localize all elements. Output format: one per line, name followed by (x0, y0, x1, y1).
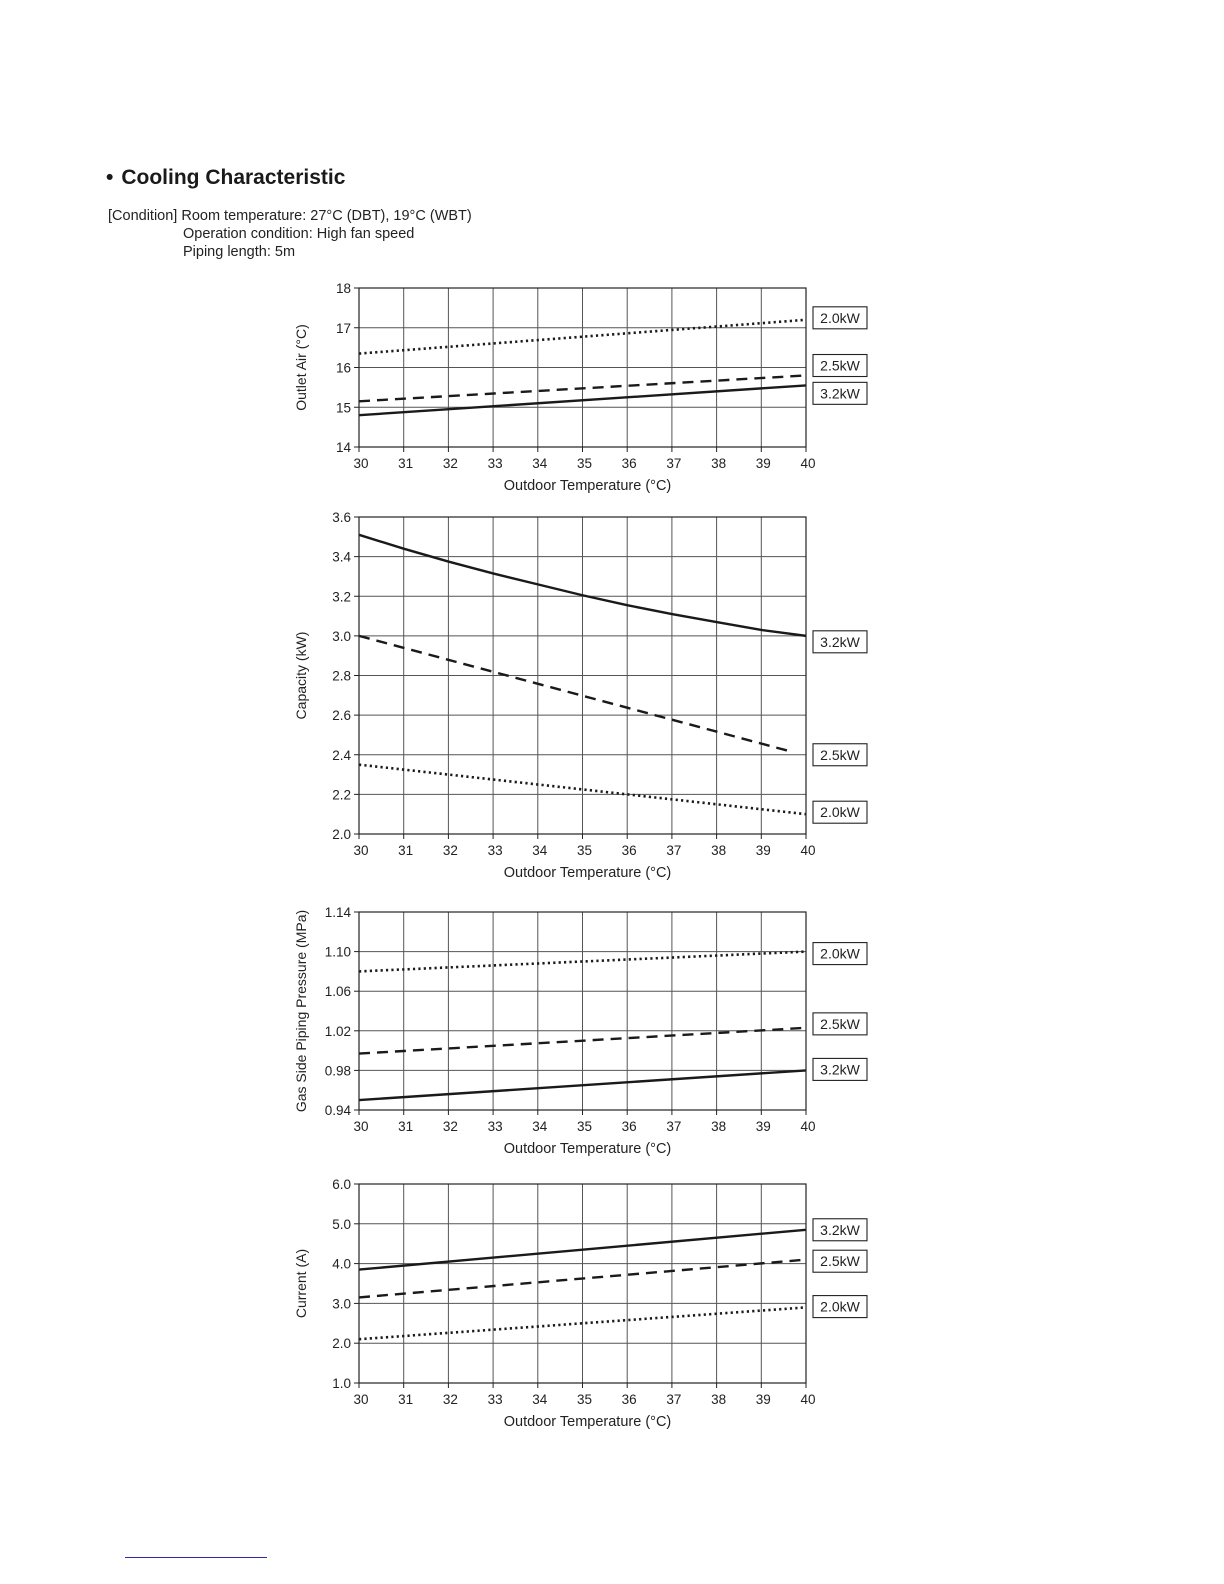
legend-label: 3.2kW (820, 1061, 860, 1078)
x-tick-label: 34 (532, 1119, 548, 1134)
chart-grid (359, 517, 806, 834)
y-axis-label: Outlet Air (°C) (293, 324, 309, 411)
x-tick-label: 39 (755, 843, 771, 858)
x-tick-label: 36 (621, 1119, 637, 1134)
x-tick-label: 38 (711, 456, 727, 471)
x-tick-label: 30 (353, 843, 369, 858)
y-tick-label: 2.6 (332, 708, 351, 724)
x-axis-label: Outdoor Temperature (°C) (503, 1141, 672, 1157)
x-tick-label: 34 (532, 843, 548, 858)
x-tick-label: 40 (800, 456, 816, 471)
y-tick-label: 16 (335, 360, 351, 376)
y-axis-label: Capacity (kW) (293, 631, 309, 720)
x-tick-label: 30 (353, 456, 369, 471)
y-tick-label: 1.02 (324, 1023, 351, 1039)
footer-rule (125, 1557, 267, 1558)
x-tick-label: 32 (442, 1119, 458, 1134)
x-axis-label: Outdoor Temperature (°C) (503, 865, 672, 881)
y-tick-label: 3.0 (332, 1296, 351, 1312)
chart-2 (293, 510, 867, 881)
y-tick-label: 3.0 (332, 628, 351, 644)
condition-line-3: Piping length: 5m (183, 244, 296, 260)
x-tick-label: 36 (621, 1392, 637, 1407)
x-tick-label: 30 (353, 1392, 369, 1407)
y-tick-label: 18 (335, 281, 351, 296)
y-tick-label: 6.0 (332, 1177, 351, 1192)
x-tick-label: 33 (487, 1119, 503, 1134)
y-tick-label: 1.0 (332, 1376, 351, 1391)
y-tick-label: 2.4 (332, 747, 351, 763)
chart-1 (293, 281, 867, 494)
y-tick-label: 1.06 (324, 984, 351, 1000)
x-tick-label: 32 (442, 1392, 458, 1407)
x-tick-label: 34 (532, 456, 548, 471)
x-tick-label: 36 (621, 843, 637, 858)
y-tick-label: 1.14 (324, 905, 351, 920)
legend-2-0kW (813, 943, 867, 965)
legend-label: 2.0kW (820, 945, 860, 962)
x-tick-label: 37 (666, 1392, 682, 1407)
x-tick-label: 40 (800, 1392, 816, 1407)
x-tick-label: 38 (711, 843, 727, 858)
condition-line-2: Operation condition: High fan speed (183, 226, 415, 242)
chart-4 (293, 1177, 867, 1430)
x-tick-label: 31 (398, 1119, 414, 1134)
series-line-2-5kW (359, 636, 788, 751)
x-tick-label: 38 (711, 1119, 727, 1134)
legend-2-5kW (813, 1013, 867, 1035)
legend-label: 2.5kW (820, 746, 860, 763)
y-tick-label: 2.8 (332, 668, 351, 684)
y-tick-label: 0.98 (324, 1063, 351, 1079)
legend-2-0kW (813, 307, 867, 329)
y-tick-label: 3.2 (332, 589, 351, 605)
legend-label: 3.2kW (820, 633, 860, 650)
chart-grid (359, 288, 806, 447)
heading-bullet: • (106, 166, 114, 189)
x-tick-label: 35 (576, 1392, 593, 1407)
x-tick-label: 37 (666, 1119, 682, 1134)
legend-3-2kW (813, 1058, 867, 1080)
heading-title: Cooling Characteristic (121, 166, 346, 189)
x-tick-label: 35 (576, 843, 593, 858)
y-tick-label: 2.2 (332, 787, 351, 803)
x-tick-label: 31 (398, 1392, 414, 1407)
legend-label: 2.5kW (820, 357, 860, 374)
y-tick-label: 17 (335, 320, 351, 336)
x-axis-label: Outdoor Temperature (°C) (503, 478, 672, 494)
legend-2-0kW (813, 801, 867, 823)
legend-2-5kW (813, 744, 867, 766)
y-tick-label: 15 (335, 400, 351, 416)
x-tick-label: 33 (487, 843, 503, 858)
x-tick-label: 38 (711, 1392, 727, 1407)
legend-3-2kW (813, 631, 867, 653)
legend-label: 3.2kW (820, 385, 860, 402)
x-tick-label: 33 (487, 1392, 503, 1407)
x-tick-label: 35 (576, 456, 593, 471)
legend-label: 3.2kW (820, 1221, 860, 1238)
legend-2-0kW (813, 1296, 867, 1318)
chart-3 (293, 905, 867, 1157)
x-tick-label: 40 (800, 1119, 816, 1134)
x-axis-label: Outdoor Temperature (°C) (503, 1414, 672, 1430)
y-axis-label: Current (A) (293, 1248, 309, 1319)
y-tick-label: 3.4 (332, 549, 351, 565)
x-tick-label: 31 (398, 843, 414, 858)
y-tick-label: 2.0 (332, 827, 351, 842)
legend-2-5kW (813, 355, 867, 377)
legend-label: 2.0kW (820, 804, 860, 821)
x-tick-label: 39 (755, 1392, 771, 1407)
x-tick-label: 37 (666, 456, 682, 471)
x-tick-label: 37 (666, 843, 682, 858)
legend-3-2kW (813, 382, 867, 404)
chart-grid (359, 1184, 806, 1383)
x-tick-label: 30 (353, 1119, 369, 1134)
y-tick-label: 4.0 (332, 1256, 351, 1272)
y-axis-label: Gas Side Piping Pressure (MPa) (293, 909, 309, 1113)
legend-label: 2.0kW (820, 1298, 860, 1315)
y-tick-label: 3.6 (332, 510, 351, 525)
y-tick-label: 14 (335, 440, 351, 455)
legend-label: 2.5kW (820, 1015, 860, 1032)
chart-grid (359, 912, 806, 1110)
x-tick-label: 39 (755, 1119, 771, 1134)
x-tick-label: 40 (800, 843, 816, 858)
x-tick-label: 32 (442, 843, 458, 858)
x-tick-label: 31 (398, 456, 414, 471)
legend-3-2kW (813, 1219, 867, 1241)
y-tick-label: 0.94 (324, 1103, 351, 1118)
y-tick-label: 5.0 (332, 1216, 351, 1232)
x-tick-label: 35 (576, 1119, 593, 1134)
x-tick-label: 36 (621, 456, 637, 471)
y-tick-label: 2.0 (332, 1336, 351, 1352)
condition-line-1: [Condition] Room temperature: 27°C (DBT), 19°C (WBT) (108, 208, 472, 224)
legend-2-5kW (813, 1250, 867, 1272)
legend-label: 2.5kW (820, 1253, 860, 1270)
x-tick-label: 34 (532, 1392, 548, 1407)
x-tick-label: 39 (755, 456, 771, 471)
y-tick-label: 1.10 (324, 944, 351, 960)
legend-label: 2.0kW (820, 309, 860, 326)
x-tick-label: 32 (442, 456, 458, 471)
x-tick-label: 33 (487, 456, 503, 471)
